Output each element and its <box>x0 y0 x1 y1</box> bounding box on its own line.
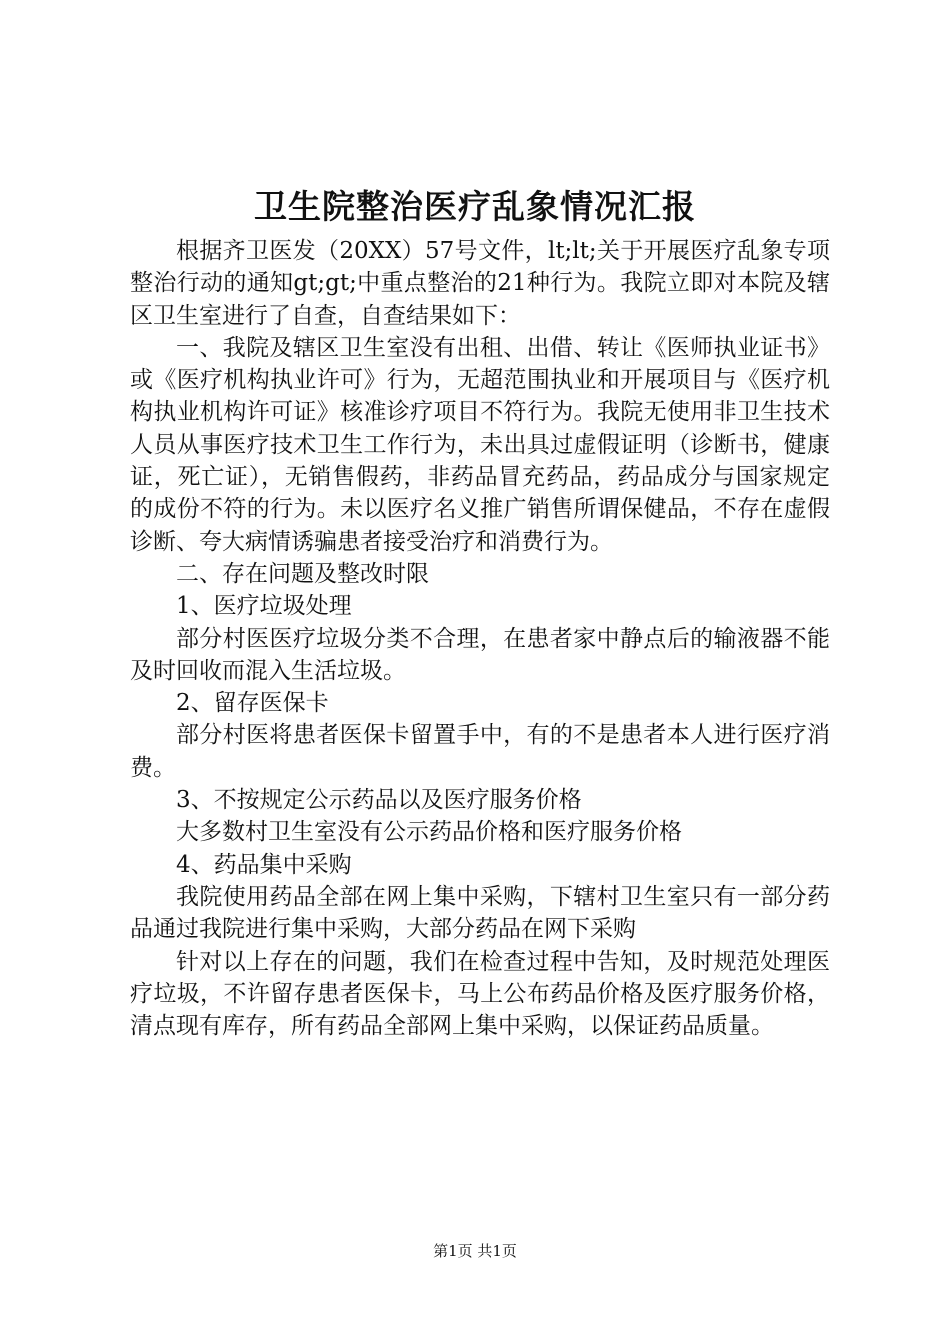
paragraph-procurement: 我院使用药品全部在网上集中采购，下辖村卫生室只有一部分药品通过我院进行集中采购，大部分药品在网下采购 <box>130 883 830 943</box>
document-title: 卫生院整治医疗乱象情况汇报 <box>254 187 696 226</box>
document-body <box>130 235 830 1042</box>
paragraph-conclusion: 针对以上存在的问题，我们在检查过程中告知，及时规范处理医疗垃圾，不许留存患者医保卡，马上公布药品价格及医疗服务价格，清点现有库存，所有药品全部网上集中采购，以保证药品质量。 <box>130 948 830 1040</box>
page-number: 第1页 共1页 <box>433 1242 517 1260</box>
subheading-procurement: 4、药品集中采购 <box>176 851 352 878</box>
paragraph-intro: 根据齐卫医发（20XX）57号文件，lt;lt;关于开展医疗乱象专项整治行动的通知gt;gt;中重点整治的21种行为。我院立即对本院及辖区卫生室进行了自查，自查结果如下： <box>130 238 830 329</box>
paragraph-insurance-card: 部分村医将患者医保卡留置手中，有的不是患者本人进行医疗消费。 <box>130 722 830 781</box>
paragraph-price-disclosure: 大多数村卫生室没有公示药品价格和医疗服务价格 <box>176 819 682 846</box>
subheading-medical-waste: 1、医疗垃圾处理 <box>176 593 352 620</box>
paragraph-medical-waste: 部分村医医疗垃圾分类不合理，在患者家中静点后的输液器不能及时回收而混入生活垃圾。 <box>130 625 830 684</box>
paragraph-section-1: 一、我院及辖区卫生室没有出租、出借、转让《医师执业证书》或《医疗机构执业许可》行为，无超范围执业和开展项目与《医疗机构执业机构许可证》核准诊疗项目不符行为。我院无使用非卫生技术人员从事医疗技术卫生工作行为，未出具过虚假证明（诊断书，健康证，死亡证），无销售假药，非药品冒充药品，药品成分与国家规定的成份不符的行为。未以医疗名义推广销售所谓保健品，不存在虚假诊断、夸大病情诱骗患者接受治疗和消费行为。 <box>130 334 830 555</box>
subheading-insurance-card: 2、留存医保卡 <box>176 690 329 717</box>
subheading-price-disclosure: 3、不按规定公示药品以及医疗服务价格 <box>176 787 582 814</box>
heading-section-2: 二、存在问题及整改时限 <box>176 560 429 587</box>
